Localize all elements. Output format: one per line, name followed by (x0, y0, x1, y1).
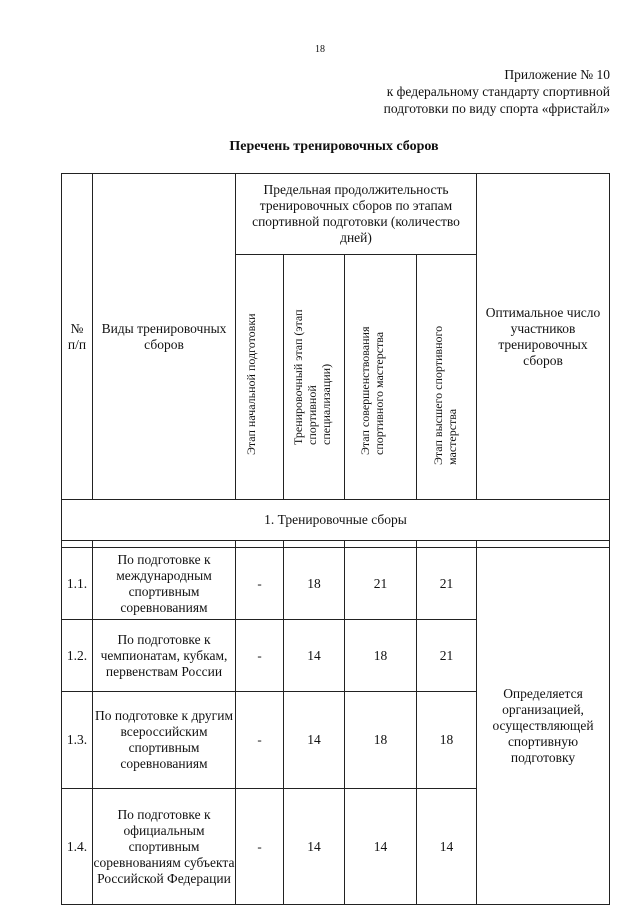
row-num: 1.3. (62, 692, 93, 789)
row-value: 14 (417, 789, 477, 905)
gap-cell (284, 541, 345, 548)
row-num: 1.2. (62, 620, 93, 692)
stage-label-1: Этап начальной подготовки (243, 313, 258, 455)
header-num: № п/п (62, 174, 93, 500)
stage-header-1 (236, 255, 284, 500)
stage-label-3: Этап совершенствования спортивного мастерства (357, 326, 386, 455)
stage-header-2 (284, 255, 345, 500)
header-type: Виды тренировочных сборов (93, 174, 236, 500)
row-num: 1.1. (62, 548, 93, 620)
row-value: 21 (417, 548, 477, 620)
row-value: 21 (417, 620, 477, 692)
row-name: По подготовке к официальным спортивным соревнованиям субъекта Российской Федерации (93, 789, 236, 905)
appendix-line-2: к федеральному стандарту спортивной (386, 84, 610, 99)
gap-cell (62, 541, 93, 548)
row-num: 1.4. (62, 789, 93, 905)
gap-cell (345, 541, 417, 548)
appendix-caption (384, 66, 610, 117)
page-number: 18 (315, 44, 325, 55)
header-duration: Предельная продолжительность тренировочных сборов по этапам спортивной подготовки (количество дней) (236, 174, 477, 255)
row-value: - (236, 620, 284, 692)
appendix-line-3: подготовки по виду спорта «фристайл» (383, 101, 610, 116)
gap-cell (93, 541, 236, 548)
header-participants: Оптимальное число участников тренировочных сборов (477, 174, 610, 500)
header-row (62, 174, 610, 255)
stage-label-2: Тренировочный этап (этап спортивной специализации) (291, 309, 333, 445)
gap-cell (236, 541, 284, 548)
row-value: - (236, 692, 284, 789)
training-camps-table (61, 173, 610, 905)
stage-label-4: Этап высшего спортивного мастерства (430, 325, 459, 465)
row-name: По подготовке к чемпионатам, кубкам, первенствам России (93, 620, 236, 692)
row-value: 18 (345, 692, 417, 789)
document-title: Перечень тренировочных сборов (229, 139, 439, 154)
row-value: 18 (345, 620, 417, 692)
gap-cell (477, 541, 610, 548)
appendix-line-1: Приложение № 10 (504, 67, 610, 82)
section-title: 1. Тренировочные сборы (62, 500, 610, 541)
row-value: 14 (345, 789, 417, 905)
row-value: 14 (284, 692, 345, 789)
row-name: По подготовке к международным спортивным соревнованиям (93, 548, 236, 620)
table-row (62, 548, 610, 620)
row-value: 18 (284, 548, 345, 620)
row-value: 14 (284, 789, 345, 905)
row-value: - (236, 789, 284, 905)
gap-cell (417, 541, 477, 548)
participants-note: Определяется организацией, осуществляющей спортивную подготовку (477, 548, 610, 905)
section-gap (62, 541, 610, 548)
row-value: 21 (345, 548, 417, 620)
row-value: 14 (284, 620, 345, 692)
stage-header-4 (417, 255, 477, 500)
row-value: - (236, 548, 284, 620)
stage-header-3 (345, 255, 417, 500)
row-value: 18 (417, 692, 477, 789)
row-name: По подготовке к другим всероссийским спортивным соревнованиям (93, 692, 236, 789)
section-row (62, 500, 610, 541)
